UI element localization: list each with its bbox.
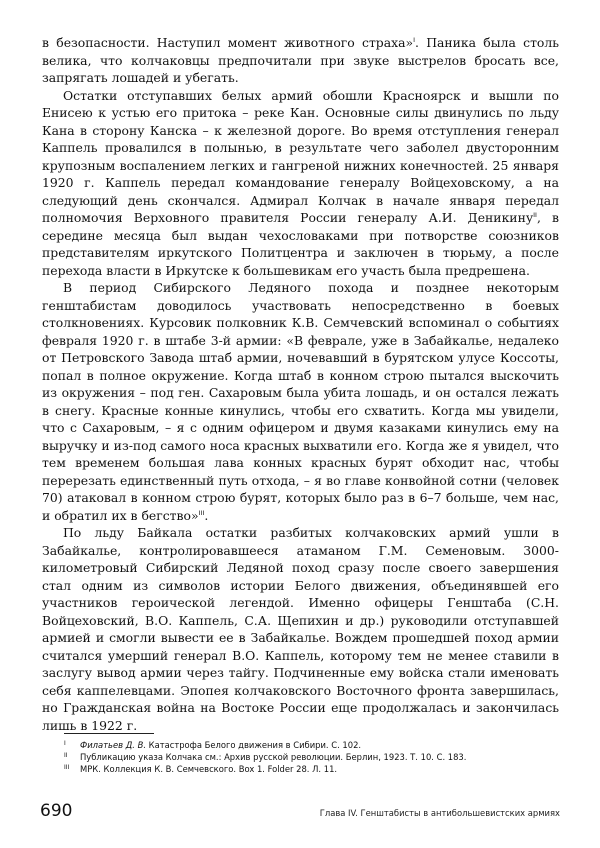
footnote-text: Катастрофа Белого движения в Сибири. С. 102. [145, 740, 362, 750]
running-head: Глава IV. Генштабисты в антибольшевистских армиях [319, 808, 560, 818]
footnote-mark: II [64, 752, 68, 759]
paragraph-4: По льду Байкала остатки разбитых колчаковских армий ушли в Забайкалье, контролировавшееся атаманом Г.М. Семеновым. 3000-километровый Сибирский Ледяной поход сразу после своего завершения стал одним из символов истории Белого движения, объединявшей его участников героической легендой. Именно офицеры Генштаба (С.Н. Войцеховский, В.О. Каппель, С.А. Щепихин и др.) руководили отступавшей армией и смогли вывести ее в Забайкалье. Вождем прошедшей поход армии считался умерший генерал В.О. Каппель, которому тем не менее ставили в заслугу вывод армии через тайгу. Подчиненные ему войска стали именовать себя каппелевцами. Эпопея колчаковского Восточного фронта завершилась, но Гражданская война на Востоке России еще продолжалась и закончилась лишь в 1922 г. [42, 525, 559, 733]
footnote-3 [64, 763, 559, 775]
paragraph-2: Остатки отступавших белых армий обошли Красноярск и вышли по Енисею к устью его притока – реке Кан. Основные силы двинулись по льду Кана в сторону Канска – к железной дороге. Во время отступления генерал Каппель провалился в полынью, в результате чего заболел двусторонним крупозным воспалением легких и гангреной нижних конечностей. 25 января 1920 г. Каппель передал командование генералу Войцеховскому, а на следующий день скончался. Адмирал Колчак в начале января передал полномочия Верховного правителя России генералу А.И. Деникину$^{II}$, в середине месяца был выдан чехословаками при потворстве союзников представителям иркутского Политцентра и заключен в тюрьму, а после перехода власти в Иркутске к большевикам его участь была предрешена. [42, 87, 559, 278]
footnote-mark: I [64, 740, 66, 747]
page-number: 690 [40, 801, 73, 821]
paragraph-1: в безопасности. Наступил момент животного страха»$^I$. Паника была столь велика, что колчаковцы предпочитали при звуке выстрелов бросать все, запрягать лошадей и убегать. [42, 35, 560, 85]
footnote-mark: III [64, 764, 70, 771]
footnote-text: МРК. Коллекция К. В. Семчевского. Box 1. Folder 28. Л. 11. [80, 764, 338, 774]
body-text [42, 34, 559, 734]
paragraph-3: В период Сибирского Ледяного похода и позднее некоторым генштабистам доводилось участвовать непосредственно в боевых столкновениях. Курсовик полковник К.В. Семчевский вспоминал о событиях февраля 1920 г. в штабе 3-й армии: «В феврале, уже в Забайкалье, недалеко от Петровского Завода штаб армии, ночевавший в бурятском улусе Коссоты, попал в полное окружение. Когда штаб в конном строю пытался выскочить из окружения – под ген. Сахаровым была убита лошадь, и он остался лежать в снегу. Красные конные кинулись, чтобы его схватить. Когда мы увидели, что с Сахаровым, – я с одним офицером и двумя казаками кинулись ему на выручку и из-под самого носа красных выхватили его. Когда же я увидел, что тем временем большая лава конных красных бурят обходит нас, чтобы перерезать единственный путь отхода, – я во главе конвойной сотни (человек 70) атаковал в конном строю бурят, которых было раз в 6–7 больше, чем нас, и обратил их в бегство»$^{III}$. [42, 280, 559, 523]
footnote-2 [64, 751, 559, 763]
footnote-ref-2[interactable]: II [533, 211, 537, 219]
footnote-divider [64, 733, 154, 734]
footnote-1 [64, 739, 559, 751]
footnotes [64, 739, 559, 775]
footnote-text: Публикацию указа Колчака см.: Архив русской революции. Берлин, 1923. Т. 10. С. 183. [80, 752, 467, 762]
footnote-ref-3[interactable]: III [198, 508, 205, 517]
footnote-ref-1[interactable]: I [413, 36, 416, 44]
footnote-author: Филатьев Д. В. [80, 740, 146, 750]
